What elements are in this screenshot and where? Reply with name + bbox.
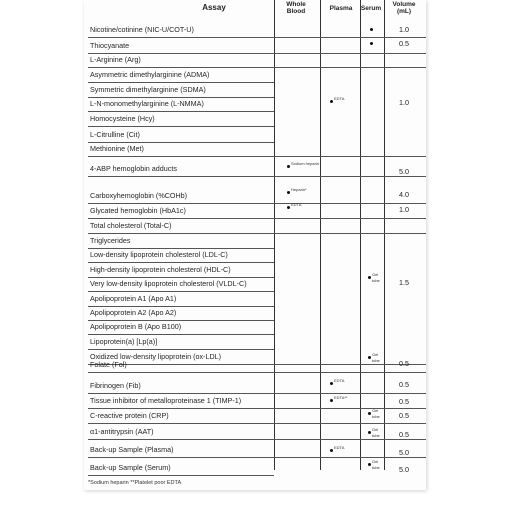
tube-type-note: Heparin* (291, 187, 307, 192)
volume-value: 1.0 (399, 98, 409, 107)
collection-tube-marker (330, 100, 333, 103)
assay-label: Very low-density lipoprotein cholesterol (VLDL-C) (90, 279, 247, 288)
document-page (84, 0, 426, 490)
volume-value: 0.5 (399, 411, 409, 420)
collection-tube-marker (287, 165, 290, 168)
tube-type-note: Gel (372, 459, 379, 464)
row-rule (88, 262, 274, 263)
assay-label: Tissue inhibitor of metalloproteinase 1 (TIMP-1) (90, 396, 242, 405)
volume-value: 0.5 (399, 39, 409, 48)
tube-type-note: Gel (372, 272, 379, 277)
header-plasma: Plasma (329, 5, 353, 12)
assay-label: Total cholesterol (Total-C) (90, 221, 172, 230)
collection-tube-marker (368, 412, 371, 415)
assay-label: C-reactive protein (CRP) (90, 411, 169, 420)
volume-value: 0.5 (399, 397, 409, 406)
tube-type-note: EDTA (334, 445, 345, 450)
tube-type-note: EDTA (291, 202, 302, 207)
row-rule (88, 423, 426, 424)
row-rule (88, 126, 274, 127)
volume-value: 0.5 (399, 380, 409, 389)
tube-type-note: tube (372, 465, 380, 470)
assay-label: Apolipoprotein A2 (Apo A2) (90, 308, 177, 317)
row-rule (88, 306, 274, 307)
row-rule (88, 156, 426, 157)
row-rule (88, 475, 274, 476)
tube-type-note: Sodium heparin (291, 161, 320, 166)
header-whole-blood: Whole Blood (286, 1, 306, 15)
row-rule (88, 372, 426, 373)
row-rule (88, 457, 426, 458)
collection-tube-marker (368, 463, 371, 466)
row-rule (88, 439, 426, 440)
tube-type-note: EDTA (334, 96, 345, 101)
tube-type-note: EDTA (334, 378, 345, 383)
assay-label: Asymmetric dimethylarginine (ADMA) (90, 70, 210, 79)
volume-value: 1.5 (399, 278, 409, 287)
row-rule (88, 291, 274, 292)
tube-type-note: EDTA** (334, 395, 348, 400)
assay-label: L-Citrulline (Cit) (90, 130, 140, 139)
row-rule (88, 176, 426, 177)
rule-col-plasma (320, 0, 321, 470)
assay-label: 4-ABP hemoglobin adducts (90, 164, 177, 173)
collection-tube-marker (368, 276, 371, 279)
row-rule (88, 37, 426, 38)
assay-label: Apolipoprotein A1 (Apo A1) (90, 294, 177, 303)
assay-label: Folate (Fol) (90, 360, 127, 369)
assay-label: Back-up Sample (Serum) (90, 463, 171, 472)
collection-tube-marker (368, 431, 371, 434)
row-rule (88, 393, 426, 394)
collection-tube-marker (330, 449, 333, 452)
rule-col-serum (360, 0, 361, 470)
assay-label: Triglycerides (90, 236, 131, 245)
tube-type-note: Gel (372, 427, 379, 432)
collection-tube-marker (368, 356, 371, 359)
assay-label: High-density lipoprotein cholesterol (HDL-C) (90, 265, 231, 274)
row-rule (88, 218, 426, 219)
volume-value: 1.0 (399, 25, 409, 34)
row-rule (88, 82, 274, 83)
row-rule (88, 67, 426, 68)
tube-type-note: tube (372, 414, 380, 419)
footnote: *Sodium heparin **Platelet poor EDTA (88, 480, 182, 486)
assay-label: Apolipoprotein B (Apo B100) (90, 322, 182, 331)
assay-label: Low-density lipoprotein cholesterol (LDL-C) (90, 250, 228, 259)
row-rule (88, 364, 426, 365)
tube-type-note: Gel (372, 352, 379, 357)
header-volume: Volume (mL) (392, 1, 416, 15)
tube-type-note: Gel (372, 408, 379, 413)
tube-type-note: tube (372, 358, 380, 363)
assay-label: Glycated hemoglobin (HbA1c) (90, 206, 186, 215)
header-assay: Assay (202, 3, 226, 12)
collection-tube-marker (287, 191, 290, 194)
volume-value: 4.0 (399, 190, 409, 199)
assay-label: Methionine (Met) (90, 144, 144, 153)
row-rule (88, 53, 426, 54)
assay-label: L-Arginine (Arg) (90, 55, 141, 64)
volume-value: 5.0 (399, 167, 409, 176)
assay-label: Symmetric dimethylarginine (SDMA) (90, 85, 206, 94)
collection-tube-marker (370, 42, 373, 45)
assay-label: Thiocyanate (90, 41, 130, 50)
row-rule (88, 334, 274, 335)
row-rule (88, 248, 274, 249)
volume-value: 0.5 (399, 430, 409, 439)
header-serum: Serum (360, 5, 382, 12)
collection-tube-marker (330, 399, 333, 402)
row-rule (88, 111, 274, 112)
assay-label: Homocysteine (Hcy) (90, 114, 155, 123)
volume-value: 0.5 (399, 359, 409, 368)
volume-value: 1.0 (399, 205, 409, 214)
collection-tube-marker (330, 382, 333, 385)
assay-label: Oxidized low-density lipoprotein (ox-LDL) (90, 352, 222, 361)
row-rule (88, 320, 274, 321)
volume-value: 5.0 (399, 465, 409, 474)
assay-label: Back-up Sample (Plasma) (90, 445, 174, 454)
tube-type-note: tube (372, 433, 380, 438)
row-rule (88, 203, 426, 204)
row-rule (88, 97, 274, 98)
row-rule (88, 277, 274, 278)
rule-col-whole-blood (274, 0, 275, 470)
assay-label: α1-antitrypsin (AAT) (90, 427, 154, 436)
assay-label: Nicotine/cotinine (NIC-U/COT-U) (90, 25, 194, 34)
tube-type-note: tube (372, 278, 380, 283)
assay-label: Lipoprotein(a) [Lp(a)] (90, 337, 158, 346)
assay-label: L-N-monomethylarginine (L-NMMA) (90, 99, 204, 108)
volume-value: 5.0 (399, 448, 409, 457)
collection-tube-marker (370, 28, 373, 31)
row-rule (88, 349, 274, 350)
row-rule (88, 142, 274, 143)
assay-label: Fibrinogen (Fib) (90, 381, 141, 390)
assay-label: Carboxyhemoglobin (%COHb) (90, 191, 188, 200)
row-rule (88, 233, 426, 234)
collection-tube-marker (287, 206, 290, 209)
